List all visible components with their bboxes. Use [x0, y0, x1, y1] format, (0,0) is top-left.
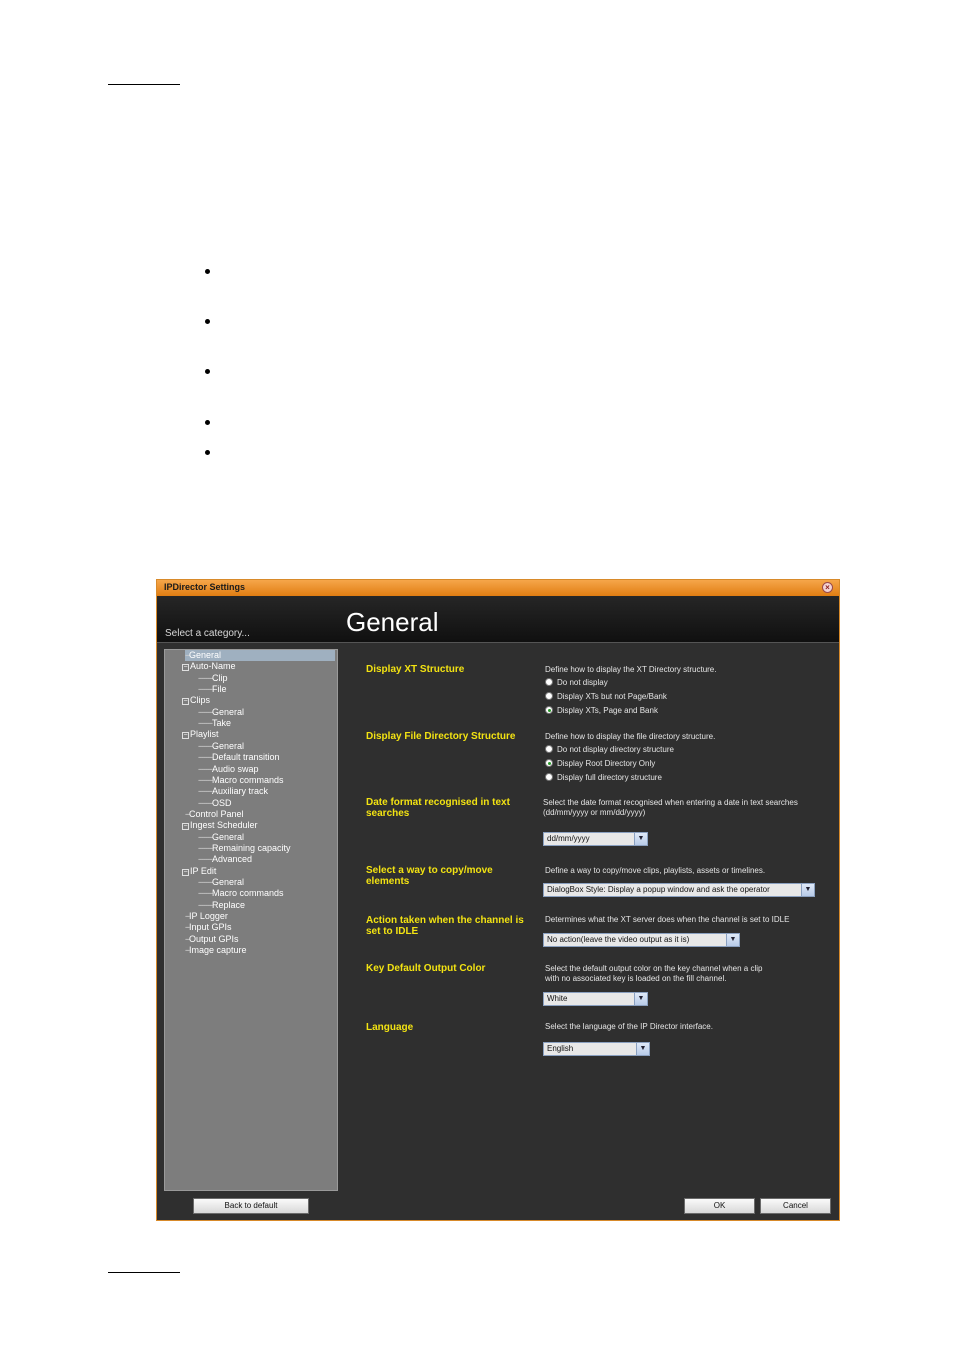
- tree-item-8[interactable]: [198, 741, 244, 752]
- tree-item-11[interactable]: [198, 775, 284, 786]
- close-icon[interactable]: ×: [822, 582, 833, 593]
- bullet-1: [205, 269, 210, 274]
- tree-item-21[interactable]: [198, 888, 284, 899]
- tree-connector: -------: [198, 763, 212, 774]
- key-color-select[interactable]: White ▼: [543, 992, 648, 1006]
- tree-item-label: Input GPIs: [189, 922, 232, 933]
- tree-connector: --: [185, 911, 189, 922]
- tree-item-label: Macro commands: [211, 888, 284, 899]
- radio-icon: [545, 773, 553, 781]
- bullet-4: [205, 420, 210, 425]
- tree-item-label: Ingest Scheduler: [190, 820, 258, 831]
- radio-icon: [545, 678, 553, 686]
- section-title-copy-move: Select a way to copy/move elements: [366, 865, 493, 887]
- tree-item-label: Replace: [211, 899, 246, 910]
- tree-item-label: Take: [211, 718, 231, 729]
- section-title-language: Language: [366, 1022, 414, 1033]
- collapse-toggle-icon[interactable]: −: [183, 664, 188, 672]
- tree-item-label: Auto-Name: [190, 661, 236, 672]
- tree-item-label: Audio swap: [211, 763, 259, 774]
- tree-item-20[interactable]: [198, 877, 244, 888]
- tree-item-5[interactable]: [198, 707, 244, 718]
- tree-item-label: OSD: [211, 797, 232, 808]
- tree-connector: -------: [198, 899, 212, 910]
- xt-structure-desc: Define how to display the XT Directory structure.: [545, 665, 717, 674]
- window-title: IPDirector Settings: [164, 582, 246, 592]
- tree-item-12[interactable]: [198, 786, 268, 797]
- tree-item-17[interactable]: [198, 843, 291, 854]
- chevron-down-icon: ▼: [634, 993, 647, 1005]
- section-title-xt-structure: Display XT Structure: [366, 664, 465, 675]
- tree-connector: -------: [198, 752, 212, 763]
- collapse-toggle-icon[interactable]: −: [183, 868, 188, 876]
- section-title-date-format: Date format recognised in text searches: [366, 797, 510, 819]
- tree-connector: -------: [198, 672, 212, 683]
- tree-item-label: Playlist: [190, 729, 219, 740]
- tree-item-label: Remaining capacity: [211, 842, 291, 853]
- tree-item-label: Auxiliary track: [211, 786, 268, 797]
- tree-item-18[interactable]: [198, 854, 252, 865]
- tree-item-3[interactable]: [198, 684, 227, 695]
- tree-item-label: General: [211, 706, 245, 717]
- file-option-0[interactable]: Do not display directory structure: [545, 745, 674, 755]
- radio-icon: [545, 692, 553, 700]
- settings-dialog: [156, 579, 840, 1221]
- tree-connector: -------: [198, 786, 212, 797]
- chevron-down-icon: ▼: [634, 833, 647, 845]
- tree-connector: --: [185, 808, 189, 819]
- tree-item-9[interactable]: [198, 752, 280, 763]
- tree-item-6[interactable]: [198, 718, 231, 729]
- tree-item-label: Default transition: [211, 752, 280, 763]
- idle-action-desc: Determines what the XT server does when the channel is set to IDLE: [545, 915, 790, 924]
- category-prompt: Select a category...: [165, 628, 250, 639]
- chevron-down-icon: ▼: [801, 884, 814, 896]
- bullet-5: [205, 450, 210, 455]
- tree-connector: -------: [198, 877, 212, 887]
- file-structure-desc: Define how to display the file directory structure.: [545, 732, 716, 741]
- language-select[interactable]: English ▼: [543, 1042, 650, 1056]
- tree-item-label: File: [211, 684, 227, 695]
- tree-item-label: Control Panel: [189, 808, 244, 819]
- tree-item-label: Clips: [190, 695, 211, 706]
- tree-item-label: General: [211, 831, 245, 842]
- tree-item-7[interactable]: [182, 729, 219, 740]
- tree-item-label: General: [189, 650, 222, 660]
- file-option-2[interactable]: Display full directory structure: [545, 773, 662, 783]
- radio-selected-icon: [545, 706, 553, 714]
- tree-connector: -------: [198, 774, 212, 785]
- tree-item-14[interactable]: [185, 809, 244, 820]
- section-title-key-color: Key Default Output Color: [366, 963, 486, 974]
- tree-connector: -------: [198, 854, 212, 865]
- tree-item-label: IP Logger: [189, 911, 228, 922]
- tree-item-24[interactable]: [185, 922, 232, 933]
- tree-connector: --: [185, 922, 189, 933]
- tree-connector: -------: [198, 740, 212, 751]
- section-title-idle-action: Action taken when the channel is set to IDLE: [366, 915, 524, 937]
- tree-connector: -------: [198, 718, 212, 729]
- tree-connector: --: [185, 945, 189, 956]
- tree-item-10[interactable]: [198, 764, 259, 775]
- chevron-down-icon: ▼: [636, 1043, 649, 1055]
- tree-connector: -------: [198, 797, 212, 808]
- tree-item-2[interactable]: [198, 673, 228, 684]
- bullet-3: [205, 369, 210, 374]
- xt-option-0[interactable]: Do not display: [545, 678, 608, 688]
- tree-item-25[interactable]: [185, 934, 239, 945]
- tree-item-23[interactable]: [185, 911, 228, 922]
- page-title: General: [346, 607, 439, 637]
- copy-move-desc: Define a way to copy/move clips, playlists, assets or timelines.: [545, 866, 766, 875]
- tree-connector: -------: [198, 888, 212, 899]
- tree-item-16[interactable]: [198, 832, 244, 843]
- tree-item-15[interactable]: [182, 820, 258, 831]
- footer-rule: [108, 1272, 180, 1273]
- tree-connector: --: [185, 933, 189, 944]
- tree-item-label: IP Edit: [190, 865, 217, 876]
- collapse-toggle-icon[interactable]: −: [183, 732, 188, 740]
- key-color-desc-1: Select the default output color on the key channel when a clip: [545, 964, 763, 973]
- category-tree: [164, 649, 338, 1191]
- tree-item-4[interactable]: [182, 695, 210, 706]
- tree-item-label: Macro commands: [211, 774, 284, 785]
- tree-item-26[interactable]: [185, 945, 247, 956]
- tree-item-0[interactable]: [185, 650, 335, 661]
- tree-item-1[interactable]: [182, 661, 236, 672]
- key-color-desc-2: with no associated key is loaded on the fill channel.: [545, 974, 727, 983]
- file-option-1[interactable]: Display Root Directory Only: [545, 759, 655, 769]
- dialog-header: [157, 596, 839, 643]
- date-format-desc-2: (dd/mm/yyyy or mm/dd/yyyy): [543, 808, 646, 817]
- tree-item-label: General: [211, 740, 245, 751]
- copy-move-select[interactable]: DialogBox Style: Display a popup window and ask the operator ▼: [543, 883, 815, 897]
- tree-item-label: Output GPIs: [189, 933, 239, 944]
- title-bar: [157, 580, 839, 596]
- back-to-default-button[interactable]: Back to default: [193, 1198, 309, 1214]
- tree-connector: -------: [198, 706, 212, 717]
- radio-selected-icon: [545, 759, 553, 767]
- tree-connector: --: [185, 650, 189, 660]
- collapse-toggle-icon[interactable]: −: [183, 823, 188, 831]
- collapse-toggle-icon[interactable]: −: [183, 698, 188, 706]
- radio-icon: [545, 745, 553, 753]
- tree-item-19[interactable]: [182, 866, 216, 877]
- section-title-file-structure: Display File Directory Structure: [366, 731, 516, 742]
- tree-item-label: General: [211, 877, 245, 887]
- header-rule: [108, 84, 180, 85]
- tree-item-label: Clip: [211, 672, 228, 683]
- tree-connector: -------: [198, 684, 212, 695]
- xt-option-2[interactable]: Display XTs, Page and Bank: [545, 706, 658, 716]
- tree-connector: -------: [198, 831, 212, 842]
- xt-option-1[interactable]: Display XTs but not Page/Bank: [545, 692, 667, 702]
- tree-connector: -------: [198, 842, 212, 853]
- ok-button[interactable]: OK: [684, 1198, 755, 1214]
- tree-item-13[interactable]: [198, 798, 232, 809]
- idle-action-select[interactable]: No action(leave the video output as it is) ▼: [543, 933, 740, 947]
- date-format-select[interactable]: dd/mm/yyyy ▼: [543, 832, 648, 846]
- language-desc: Select the language of the IP Director interface.: [545, 1022, 713, 1031]
- bullet-2: [205, 319, 210, 324]
- tree-item-22[interactable]: [198, 900, 245, 911]
- cancel-button[interactable]: Cancel: [760, 1198, 831, 1214]
- date-format-desc-1: Select the date format recognised when entering a date in text searches: [543, 798, 798, 807]
- tree-item-label: Advanced: [211, 854, 253, 865]
- tree-item-label: Image capture: [189, 945, 247, 956]
- chevron-down-icon: ▼: [726, 934, 739, 946]
